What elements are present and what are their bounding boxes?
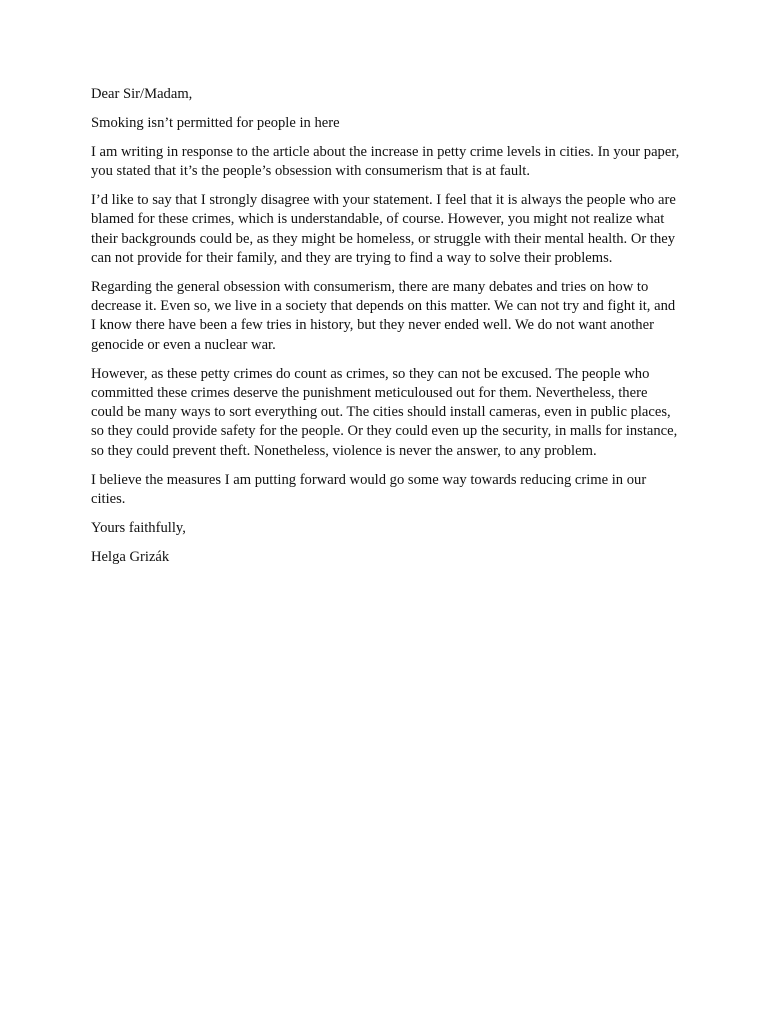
paragraph-consumerism: Regarding the general obsession with consumerism, there are many debates and tries on how to decrease it. Even so, we live in a society that depends on this matter. We can not try and fight it, and I know there have been a few tries in history, but they never ended well. We do not want another genocide or even a nuclear war.	[91, 278, 676, 353]
paragraph-conclusion: I believe the measures I am putting forward would go some way towards reducing crime in our cities.	[91, 471, 647, 507]
letter-body	[91, 85, 681, 577]
closing: Yours faithfully,	[91, 519, 186, 536]
paragraph-intro: I am writing in response to the article about the increase in petty crime levels in cities. In your paper, you stated that it’s the people’s obsession with consumerism that is at fault.	[91, 143, 680, 180]
paragraph-measures: However, as these petty crimes do count as crimes, so they can not be excused. The people who committed these crimes deserve the punishment meticuloused out for them. Nevertheless, there could be many ways to sort everything out. The cities should install cameras, even in public places, so they could provide safety for the people. Or they could even up the security, in malls for instance, so they could prevent theft. Nonetheless, violence is never the answer, to any problem.	[91, 365, 678, 459]
salutation: Dear Sir/Madam,	[91, 86, 193, 102]
signature: Helga Grizák	[91, 548, 170, 565]
paragraph-disagreement: I’d like to say that I strongly disagree with your statement. I feel that it is always the people who are blamed for these crimes, which is understandable, of course. However, you might not realize what their backgrounds could be, as they might be homeless, or struggle with their mental health. Or they can not provide for their family, and they are trying to find a way to solve their problems.	[91, 191, 676, 266]
paragraph-note: Smoking isn’t permitted for people in here	[91, 114, 340, 131]
